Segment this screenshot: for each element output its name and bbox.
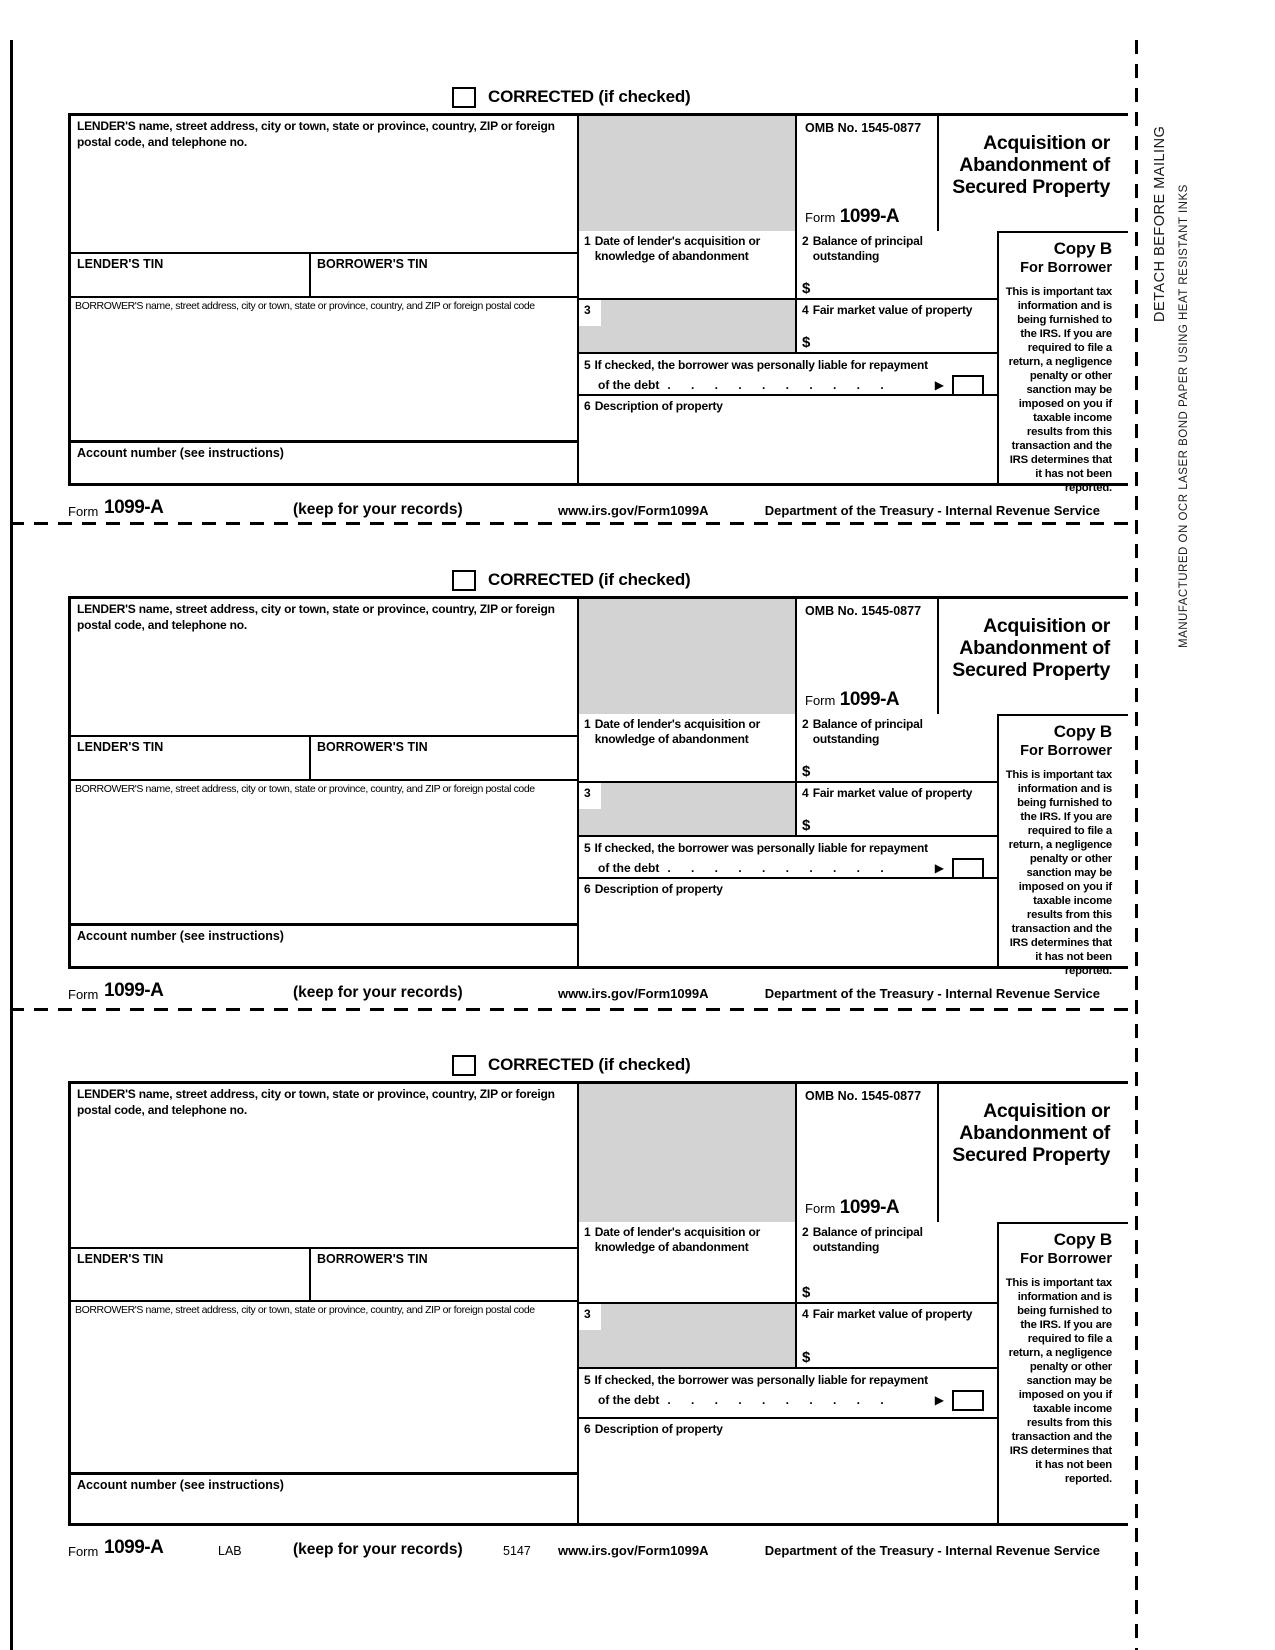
box4-label: Fair market value of property [812, 1307, 973, 1322]
form-footer [68, 1535, 1128, 1559]
box3-number: 3 [579, 300, 601, 326]
footer-keep-label: (keep for your records) [293, 984, 463, 1001]
box2-number: 2 [802, 1224, 809, 1239]
box6-label-row [579, 879, 997, 900]
box1-number: 1 [584, 717, 591, 732]
arrow-right-icon: ▶ [934, 1393, 944, 1407]
omb-box [797, 1084, 939, 1222]
borrower-tin-label: BORROWER'S TIN [317, 256, 428, 271]
form-word: Form [805, 210, 836, 226]
box6-label-row [579, 1419, 997, 1440]
box6-label: Description of property [594, 399, 723, 414]
borrower-info-field[interactable] [71, 298, 579, 443]
form-grid [68, 1081, 1128, 1526]
corrected-row [452, 85, 1128, 109]
account-number-field[interactable] [71, 926, 579, 966]
box1-number: 1 [584, 234, 591, 249]
form-1099a-copy-b [68, 85, 1128, 519]
footer-form-word: Form [68, 1544, 99, 1559]
box6-description-field[interactable] [579, 396, 999, 483]
box6-label-row [579, 396, 997, 417]
box2-label: Balance of principal outstanding [812, 717, 923, 747]
dotted-leader: . . . . . . . . . . [667, 378, 884, 393]
borrower-tin-field[interactable] [311, 737, 579, 781]
footer-irs-url[interactable]: www.irs.gov/Form1099A [558, 1543, 709, 1558]
for-borrower-label: For Borrower [1020, 1250, 1112, 1267]
box1-date-field[interactable] [579, 714, 797, 783]
footer-department: Department of the Treasury - Internal Revenue Service [764, 1543, 1100, 1558]
box4-label-row [797, 1304, 997, 1325]
box2-balance-field[interactable] [797, 231, 999, 300]
form-number: 1099-A [839, 689, 900, 711]
copy-b-label: Copy B [1053, 239, 1112, 259]
borrower-tin-field[interactable] [311, 254, 579, 298]
box5-label: If checked, the borrower was personally liable for repayment [594, 358, 928, 373]
lender-info-label: LENDER'S name, street address, city or town, state or province, country, ZIP or foreign postal code, and telephone no. [77, 602, 555, 632]
account-number-field[interactable] [71, 443, 579, 483]
box5-label-row [579, 1369, 997, 1389]
footer-department: Department of the Treasury - Internal Revenue Service [764, 503, 1100, 518]
form-number-block [805, 206, 899, 228]
box4-number: 4 [802, 1307, 809, 1322]
form-title-line1: Acquisition or [983, 615, 1110, 637]
box3-number: 3 [579, 1304, 601, 1330]
box5-checkbox-row [579, 374, 997, 396]
box6-label: Description of property [594, 1422, 723, 1437]
form-number: 1099-A [839, 206, 900, 228]
box2-balance-field[interactable] [797, 714, 999, 783]
borrower-tin-label: BORROWER'S TIN [317, 1251, 428, 1266]
lender-tin-label: LENDER'S TIN [77, 739, 164, 754]
box4-dollar-sign: $ [802, 334, 811, 352]
box4-fmv-field[interactable] [797, 1304, 999, 1369]
box5-liable-row [579, 837, 999, 879]
form-number-block [805, 689, 899, 711]
lender-tin-field[interactable] [71, 737, 311, 781]
form-word: Form [805, 693, 836, 709]
shaded-header-area [579, 599, 797, 714]
footer-department: Department of the Treasury - Internal Revenue Service [764, 986, 1100, 1001]
corrected-checkbox[interactable] [452, 570, 476, 591]
account-number-field[interactable] [71, 1475, 579, 1523]
box6-number: 6 [584, 399, 591, 414]
corrected-label: CORRECTED (if checked) [488, 570, 691, 589]
form-title-line1: Acquisition or [983, 1100, 1110, 1122]
copy-b-panel [999, 1222, 1128, 1523]
vertical-detach-line [1135, 40, 1138, 1650]
cut-line-separator-2 [10, 1008, 1132, 1011]
lender-tin-field[interactable] [71, 254, 311, 298]
box5-label-row [579, 837, 997, 857]
form-grid [68, 113, 1128, 495]
form-1099a-copy-b [68, 568, 1128, 1002]
box6-label: Description of property [594, 882, 723, 897]
form-footer [68, 978, 1128, 1002]
box1-label-row [579, 1222, 795, 1258]
form-title [939, 1084, 1128, 1222]
box1-date-field[interactable] [579, 1222, 797, 1305]
dotted-leader: . . . . . . . . . . [667, 1393, 884, 1407]
lender-info-field[interactable] [71, 116, 579, 254]
box4-dollar-sign: $ [802, 817, 811, 835]
box3-number: 3 [579, 783, 601, 809]
box2-dollar-sign: $ [802, 763, 811, 781]
lender-info-field[interactable] [71, 1084, 579, 1249]
account-number-label: Account number (see instructions) [77, 1477, 284, 1492]
box2-dollar-sign: $ [802, 1284, 811, 1302]
account-number-label: Account number (see instructions) [77, 928, 284, 943]
box6-number: 6 [584, 1422, 591, 1437]
lender-info-label: LENDER'S name, street address, city or town, state or province, country, ZIP or foreign postal code, and telephone no. [77, 1087, 555, 1117]
borrower-info-label: BORROWER'S name, street address, city or town, state or province, country, and ZIP or foreign postal code [75, 300, 535, 313]
dotted-leader: . . . . . . . . . . [667, 861, 884, 876]
box5-label2: of the debt [598, 378, 660, 393]
box2-label-row [797, 231, 997, 267]
arrow-right-icon: ▶ [934, 378, 944, 393]
box5-label: If checked, the borrower was personally liable for repayment [594, 841, 928, 856]
footer-lab-code: LAB [218, 1544, 242, 1558]
box1-label: Date of lender's acquisition or knowledge of abandonment [594, 1224, 761, 1254]
footer-print-code: 5147 [503, 1544, 531, 1558]
borrower-tin-label: BORROWER'S TIN [317, 739, 428, 754]
detach-before-mailing-text: DETACH BEFORE MAILING [1152, 125, 1168, 322]
box1-number: 1 [584, 1224, 591, 1239]
box4-number: 4 [802, 786, 809, 801]
borrower-notice: This is important tax information and is being furnished to the IRS. If you are required to file a return, a negligence penalty or other sanction may be imposed on you if taxable income results from this transaction and the IRS determines that it has not been reported. [1005, 1276, 1112, 1485]
form-footer [68, 495, 1128, 519]
omb-number-label: OMB No. 1545-0877 [805, 121, 922, 135]
box5-liable-row [579, 354, 999, 396]
borrower-info-field[interactable] [71, 781, 579, 926]
corrected-row [452, 568, 1128, 592]
box4-fmv-field[interactable] [797, 300, 999, 354]
corrected-label: CORRECTED (if checked) [488, 1055, 691, 1074]
borrower-info-field[interactable] [71, 1302, 579, 1475]
form-title [939, 599, 1128, 714]
box2-label: Balance of principal outstanding [812, 1224, 923, 1254]
footer-irs-url[interactable]: www.irs.gov/Form1099A [558, 503, 709, 518]
box5-number: 5 [584, 1372, 591, 1387]
box5-liable-row [579, 1369, 999, 1419]
box4-label-row [797, 783, 997, 804]
box5-checkbox-row [579, 1389, 997, 1411]
form-title-line2: Abandonment of [959, 154, 1110, 177]
box1-label-row [579, 231, 795, 267]
box5-label2: of the debt [598, 1393, 660, 1407]
box4-number: 4 [802, 303, 809, 318]
box2-label: Balance of principal outstanding [812, 234, 923, 264]
corrected-label: CORRECTED (if checked) [488, 87, 691, 106]
footer-keep-label: (keep for your records) [293, 501, 463, 518]
for-borrower-label: For Borrower [1020, 743, 1112, 760]
footer-keep-label: (keep for your records) [293, 1541, 463, 1558]
box2-number: 2 [802, 234, 809, 249]
box1-label: Date of lender's acquisition or knowledge of abandonment [594, 717, 761, 747]
box3-shaded-field [579, 300, 797, 354]
form-title-line3: Secured Property [952, 1144, 1110, 1167]
omb-box [797, 116, 939, 231]
box2-label-row [797, 714, 997, 750]
box6-description-field[interactable] [579, 1419, 999, 1523]
account-number-label: Account number (see instructions) [77, 445, 284, 460]
box5-checkbox-row [579, 857, 997, 879]
box5-label2: of the debt [598, 861, 660, 876]
copy-b-panel [999, 231, 1128, 495]
copy-b-panel [999, 714, 1128, 978]
lender-info-field[interactable] [71, 599, 579, 737]
form-title-line1: Acquisition or [983, 132, 1110, 154]
arrow-right-icon: ▶ [934, 861, 944, 876]
shaded-header-area [579, 1084, 797, 1222]
footer-form-number: 1099-A [104, 1537, 164, 1558]
cut-line-separator-1 [10, 522, 1132, 525]
corrected-checkbox[interactable] [452, 1055, 476, 1076]
box5-checkbox[interactable] [952, 375, 984, 396]
box4-fmv-field[interactable] [797, 783, 999, 837]
omb-number-label: OMB No. 1545-0877 [805, 1089, 922, 1103]
box5-checkbox[interactable] [952, 858, 984, 879]
box6-number: 6 [584, 882, 591, 897]
box1-label: Date of lender's acquisition or knowledge of abandonment [594, 234, 761, 264]
box4-dollar-sign: $ [802, 1348, 811, 1366]
omb-box [797, 599, 939, 714]
corrected-row [452, 1053, 1128, 1077]
box6-description-field[interactable] [579, 879, 999, 966]
lender-info-label: LENDER'S name, street address, city or town, state or province, country, ZIP or foreign postal code, and telephone no. [77, 119, 555, 149]
borrower-notice: This is important tax information and is being furnished to the IRS. If you are required to file a return, a negligence penalty or other sanction may be imposed on you if taxable income results from this transaction and the IRS determines that it has not been reported. [1005, 769, 1112, 978]
copy-b-label: Copy B [1053, 722, 1112, 742]
form-title-line2: Abandonment of [959, 1122, 1110, 1145]
footer-form-word: Form [68, 987, 99, 1002]
form-title-line3: Secured Property [952, 176, 1110, 199]
copy-b-label: Copy B [1053, 1229, 1112, 1249]
box5-label: If checked, the borrower was personally liable for repayment [594, 1372, 928, 1387]
borrower-tin-field[interactable] [311, 1249, 579, 1302]
form-grid [68, 596, 1128, 978]
form-title-line3: Secured Property [952, 659, 1110, 682]
box5-label-row [579, 354, 997, 374]
box4-label-row [797, 300, 997, 321]
form-number: 1099-A [839, 1196, 900, 1218]
form-title [939, 116, 1128, 231]
box5-number: 5 [584, 841, 591, 856]
lender-tin-label: LENDER'S TIN [77, 256, 164, 271]
for-borrower-label: For Borrower [1020, 260, 1112, 277]
box1-date-field[interactable] [579, 231, 797, 300]
borrower-info-label: BORROWER'S name, street address, city or town, state or province, country, and ZIP or foreign postal code [75, 783, 535, 796]
box3-shaded-field [579, 1304, 797, 1369]
box2-label-row [797, 1222, 997, 1258]
corrected-checkbox[interactable] [452, 87, 476, 108]
box5-number: 5 [584, 358, 591, 373]
footer-form-word: Form [68, 504, 99, 519]
footer-form-number: 1099-A [104, 980, 164, 1001]
box1-label-row [579, 714, 795, 750]
box2-balance-field[interactable] [797, 1222, 999, 1305]
borrower-notice: This is important tax information and is being furnished to the IRS. If you are required to file a return, a negligence penalty or other sanction may be imposed on you if taxable income results from this transaction and the IRS determines that it has not been reported. [1005, 286, 1112, 495]
box2-dollar-sign: $ [802, 280, 811, 298]
footer-irs-url[interactable]: www.irs.gov/Form1099A [558, 986, 709, 1001]
left-edge-rule [10, 40, 13, 1650]
form-title-line2: Abandonment of [959, 637, 1110, 660]
shaded-header-area [579, 116, 797, 231]
lender-tin-field[interactable] [71, 1249, 311, 1302]
form-1099a-copy-b [68, 1053, 1128, 1559]
manufactured-note-text: MANUFACTURED ON OCR LASER BOND PAPER USING HEAT RESISTANT INKS [1178, 184, 1190, 648]
lender-tin-label: LENDER'S TIN [77, 1251, 164, 1266]
box4-label: Fair market value of property [812, 786, 973, 801]
omb-number-label: OMB No. 1545-0877 [805, 604, 922, 618]
form-number-block [805, 1197, 899, 1219]
footer-form-number: 1099-A [104, 497, 164, 518]
box5-checkbox[interactable] [952, 1390, 984, 1411]
box2-number: 2 [802, 717, 809, 732]
borrower-info-label: BORROWER'S name, street address, city or town, state or province, country, and ZIP or foreign postal code [75, 1303, 535, 1316]
form-word: Form [805, 1200, 836, 1216]
box3-shaded-field [579, 783, 797, 837]
box4-label: Fair market value of property [812, 303, 973, 318]
